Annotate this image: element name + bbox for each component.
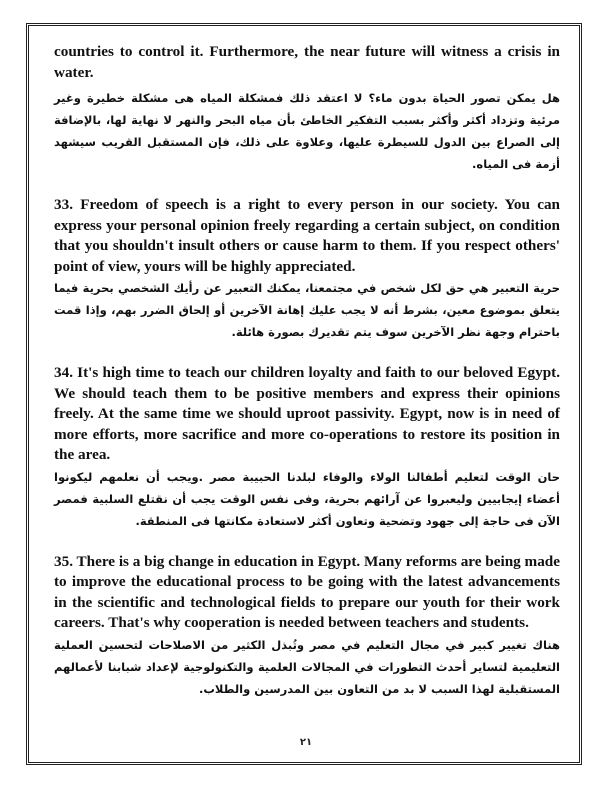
intro-arabic-text: هل يمكن تصور الحياة بدون ماء؟ لا اعتقد ذلك فمشكلة المياه هى مشكلة خطيرة وغير مرئية وتزداد أكثر وأكثر بسبب التفكير الخاطئ بأن مياه البحر والنهر لا نهاية لها، بالإضافة إلى الصراع بين الدول للسيطرة عليها، وعلاوة على ذلك، فإن المستقبل القريب سيشهد أزمة فى المياه. [54,91,560,171]
page-number: ٢١ [299,737,313,748]
intro-english-text: countries to control it. Furthermore, the near future will witness a crisis in water. [54,43,560,81]
section-34-english-text: 34. It's high time to teach our children loyalty and faith to our beloved Egypt. We should teach them to be positive members and express their opinions freely. At the same time we should uproot passivity. Egypt, now is in need of more efforts, more sacrifice and more co-operations to restore its position in the area. [54,364,560,463]
section-34-arabic-text: حان الوقت لتعليم أطفالنا الولاء والوفاء لبلدنا الحبيبة مصر .ويجب أن نعلمهم ليكونوا أعضاء إيجابيين وليعبروا عن آرائهم بحرية، وفى نفس الوقت يجب أن نقتلع السلبية فمصر الآن فى حاجة إلى جهود وتضحية وتعاون أكثر لاستعادة مكانتها فى المنطقة. [54,469,560,528]
section-34 [54,363,560,532]
section-33 [54,195,560,343]
section-35-arabic-text: هناك تغيير كبير في مجال التعليم في مصر وتُبذل الكثير من الاصلاحات لتحسين العملية التعليمية لتساير أحدث التطورات في المجالات العلمية والتكنولوجية لإعداد شبابنا لأعمالهم المستقبلية لهذا السبب لا بد من التعاون بين المدرسين والطلاب. [54,637,560,696]
section-35-english-text: 35. There is a big change in education in Egypt. Many reforms are being made to improve the educational process to be going with the latest advancements in the scientific and technological fields to prepare our youth for their work careers. That's why cooperation is needed between teachers and students. [54,552,560,631]
section-35 [54,552,560,700]
section-33-arabic-text: حرية التعبير هي حق لكل شخص في مجتمعنا، يمكنك التعبير عن رأيك الشخصي بحرية فيما يتعلق بموضوع معين، بشرط أنه لا يجب عليك إهانة الآخرين أو إلحاق الضرر بهم، وإذا قمت باحترام وجهة نظر الآخرين سوف يتم تقديرك بصورة هائلة. [54,281,560,339]
section-33-english-text: 33. Freedom of speech is a right to every person in our society. You can express your personal opinion freely regarding a certain subject, on condition that you shouldn't insult others or cause harm to them. If you respect others' point of view, yours will be highly appreciated. [54,196,560,275]
page-content [54,42,560,700]
